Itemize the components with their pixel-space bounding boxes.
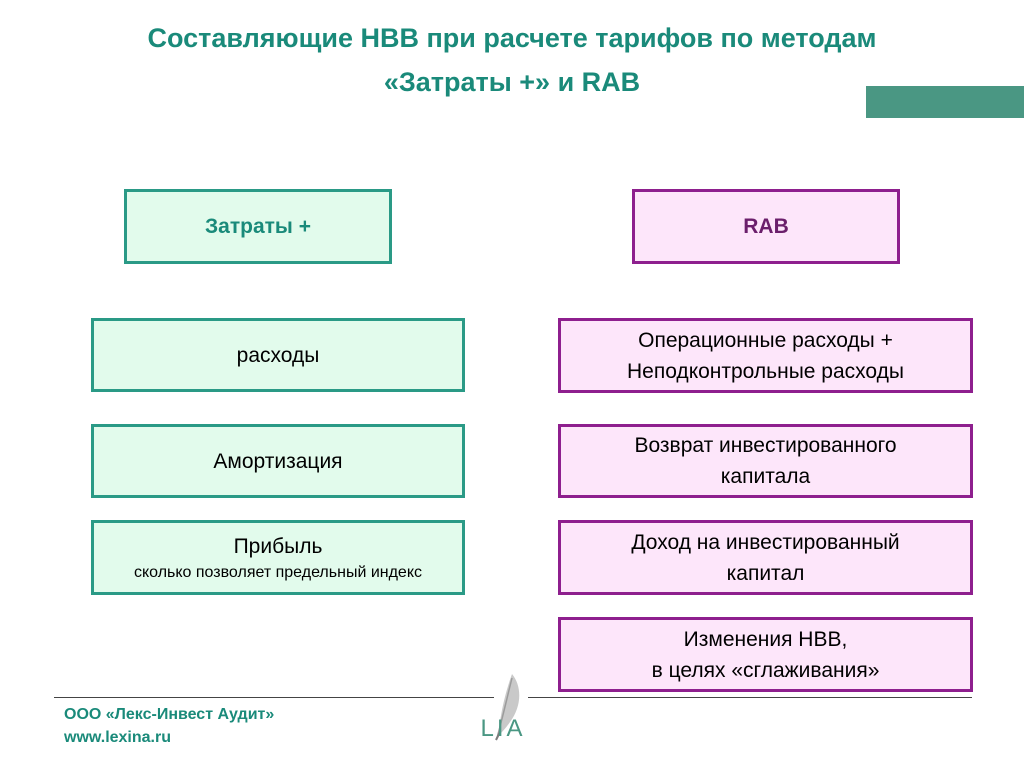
- rab-header-box: [632, 189, 900, 264]
- company-logo: [468, 670, 538, 750]
- footer-divider-left: [54, 697, 494, 698]
- costs-depreciation-label: Амортизация: [213, 449, 343, 473]
- rab-operating-expenses-box: [558, 318, 973, 393]
- rab-capital-income-line-1: Доход на инвестированный: [631, 530, 900, 554]
- costs-depreciation-box: [91, 424, 465, 498]
- rab-capital-income-line-2: капитал: [726, 561, 805, 585]
- slide-title-line-1: Составляющие НВВ при расчете тарифов по методам: [147, 23, 877, 53]
- slide-title-line-2: «Затраты +» и RAB: [383, 67, 641, 97]
- footer-divider-right: [528, 697, 972, 698]
- slide-title: [40, 16, 984, 104]
- footer-website-link[interactable]: www.lexina.ru: [64, 729, 171, 746]
- costs-plus-header-box: [124, 189, 392, 264]
- rab-smoothing-line-1: Изменения НВВ,: [683, 627, 848, 651]
- costs-expenses-box: [91, 318, 465, 392]
- footer-company-name: ООО «Лекс-Инвест Аудит»: [64, 706, 275, 723]
- rab-smoothing-line-2: в целях «сглаживания»: [651, 658, 880, 682]
- rab-operating-expenses-line-2: Неподконтрольные расходы: [627, 359, 904, 383]
- costs-profit-box: [91, 520, 465, 595]
- decorative-accent-bar: [866, 86, 1024, 118]
- costs-profit-label: Прибыль: [233, 535, 323, 558]
- footer-company-block: [64, 703, 274, 749]
- rab-header-label: RAB: [743, 215, 789, 238]
- rab-capital-return-line-2: капитала: [720, 465, 811, 488]
- rab-capital-return-line-1: Возврат инвестированного: [634, 434, 897, 457]
- rab-smoothing-box: [558, 617, 973, 692]
- rab-capital-income-box: [558, 520, 973, 595]
- costs-profit-sublabel: сколько позволяет предельный индекс: [133, 564, 423, 581]
- logo-text: LIA: [480, 715, 526, 742]
- costs-expenses-label: расходы: [236, 343, 320, 367]
- rab-operating-expenses-line-1: Операционные расходы +: [638, 328, 893, 352]
- rab-capital-return-box: [558, 424, 973, 498]
- costs-plus-header-label: Затраты +: [205, 215, 311, 238]
